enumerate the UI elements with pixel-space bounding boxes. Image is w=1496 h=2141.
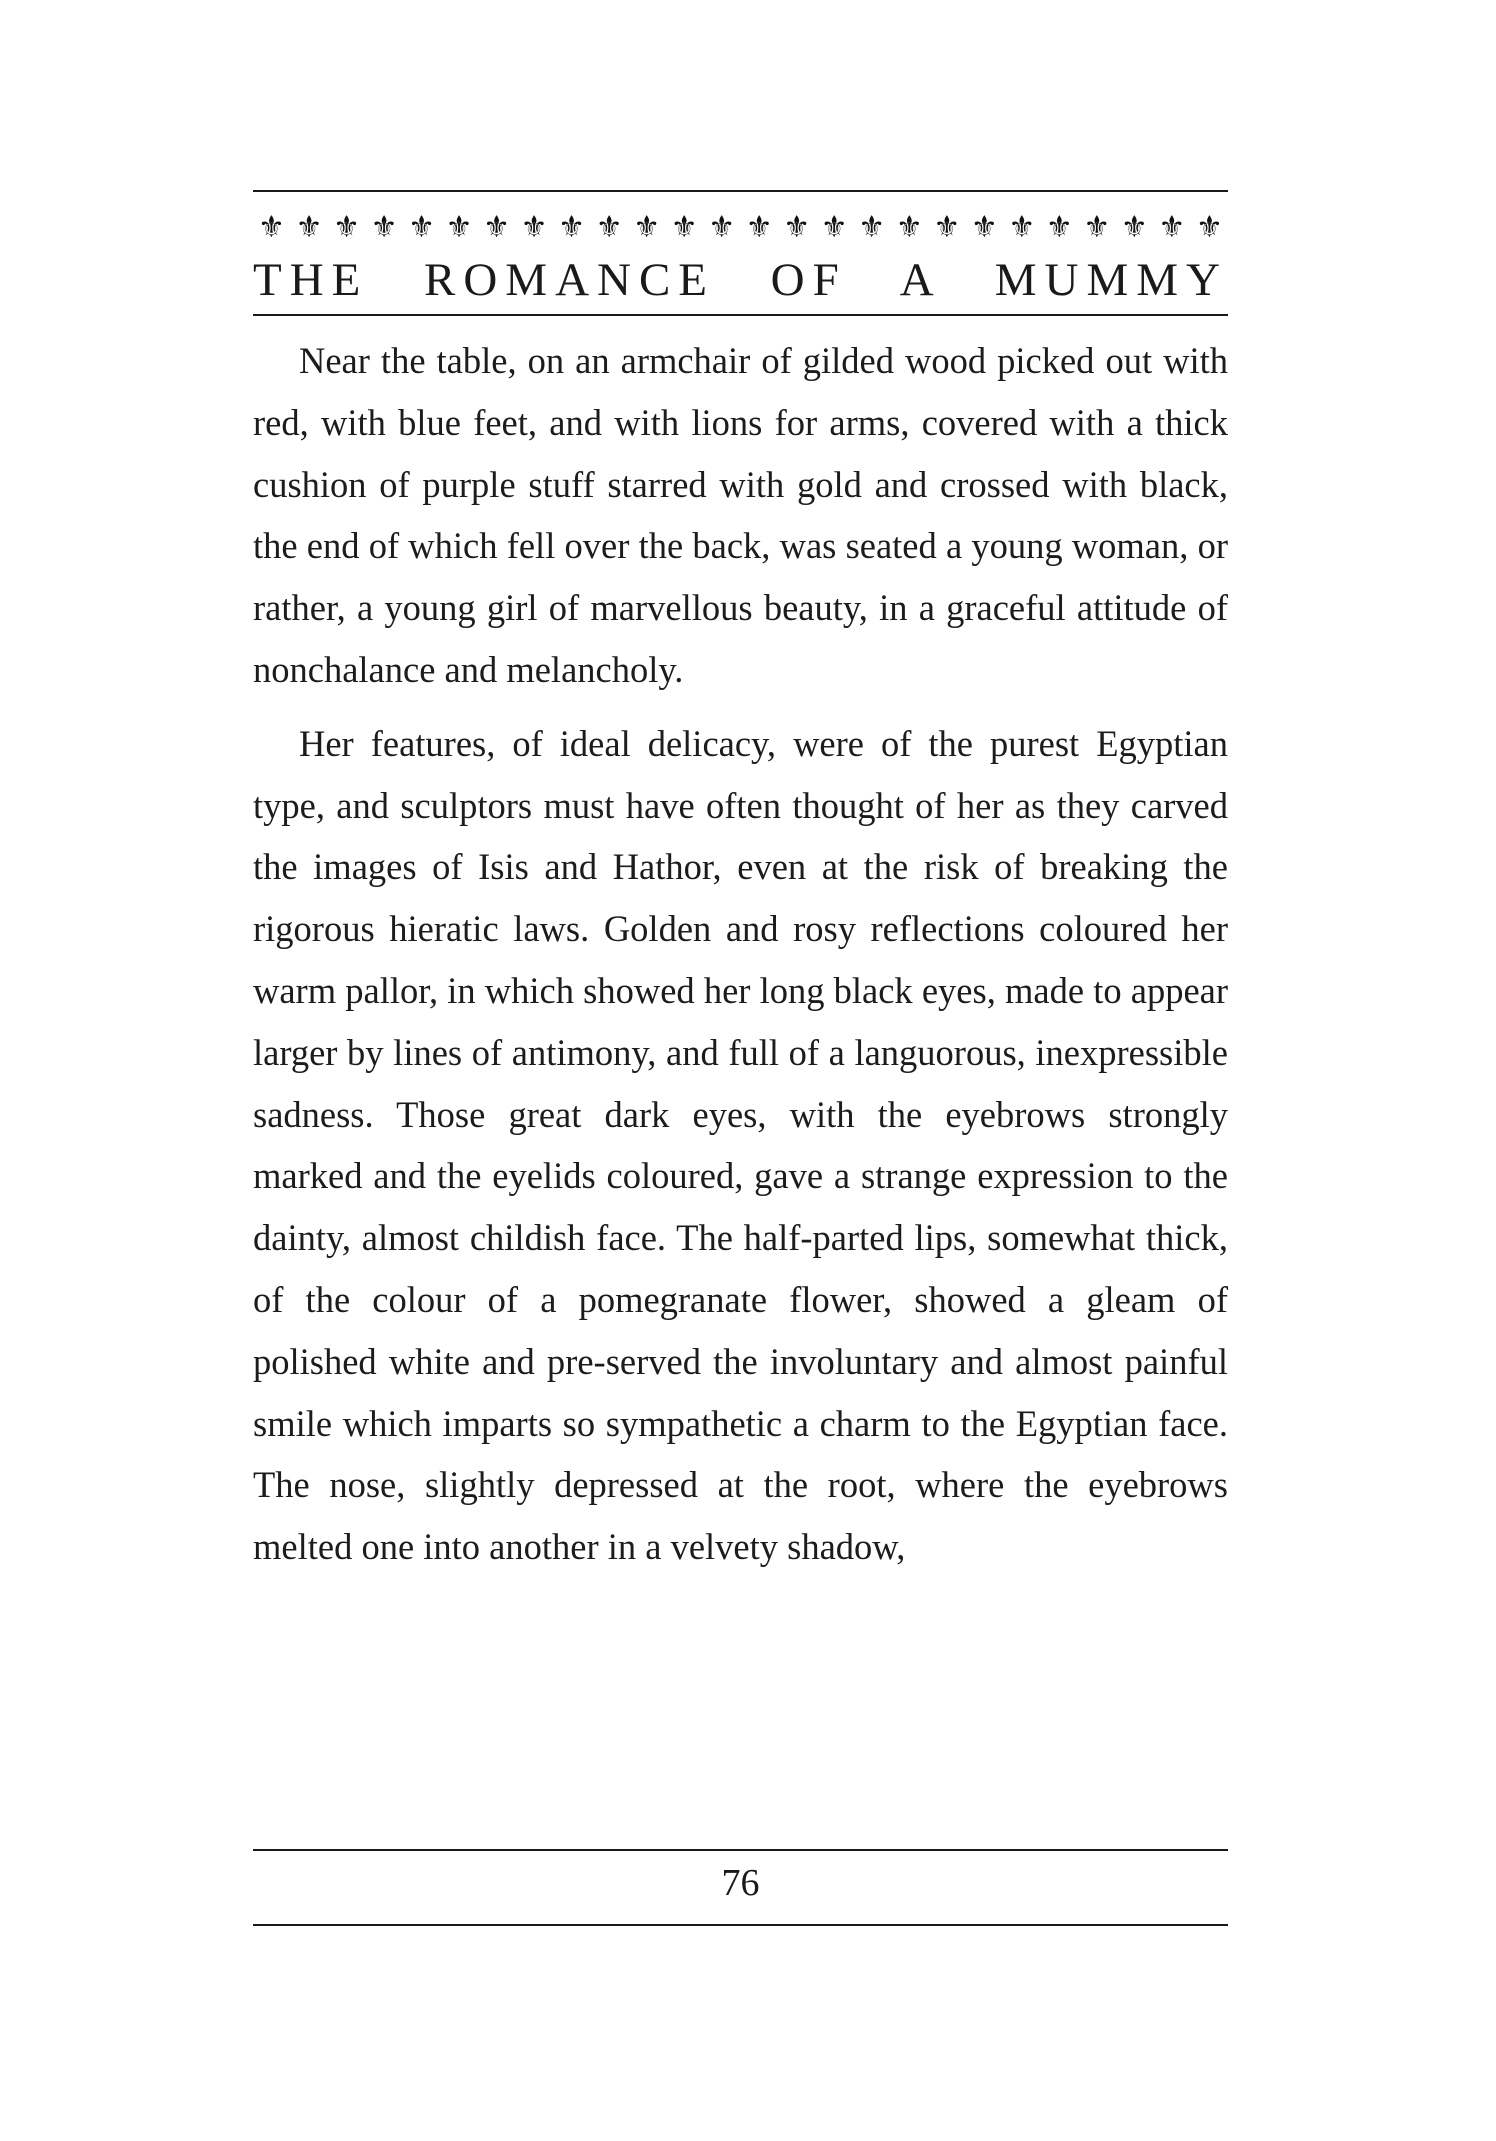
- fleur-de-lis-icon: ⚜: [483, 211, 511, 244]
- fleur-de-lis-icon: ⚜: [520, 211, 548, 244]
- fleur-de-lis-icon: ⚜: [783, 211, 811, 244]
- fleur-de-lis-icon: ⚜: [708, 211, 736, 244]
- header-bottom-rule: [253, 314, 1228, 316]
- paragraph: Near the table, on an armchair of gilded wood picked out with red, with blue feet, and with lions for arms, covered with a thick cushion of purple stuff starred with gold and crossed with black, the end of which fell over the back, was seated a young woman, or rather, a young girl of marvellous beauty, in a graceful attitude of nonchalance and melancholy.: [253, 340, 1228, 690]
- running-title: THE ROMANCE OF A MUMMY: [253, 254, 1228, 306]
- header-top-rule: [253, 190, 1228, 192]
- fleur-de-lis-icon: ⚜: [445, 211, 473, 244]
- fleur-de-lis-icon: ⚜: [558, 211, 586, 244]
- fleur-de-lis-icon: ⚜: [370, 211, 398, 244]
- fleur-de-lis-icon: ⚜: [1008, 211, 1036, 244]
- fleur-de-lis-icon: ⚜: [333, 211, 360, 244]
- footer-bottom-rule: [253, 1924, 1228, 1926]
- fleur-de-lis-icon: ⚜: [970, 211, 998, 244]
- fleur-de-lis-icon: ⚜: [670, 211, 698, 244]
- paragraph: Her features, of ideal delicacy, were of the purest Egyptian type, and sculptors must have often thought of her as they carved the images of Isis and Hathor, even at the risk of breaking the rigorous hieratic laws. Golden and rosy reflections coloured her warm pallor, in which showed her long black eyes, made to appear larger by lines of antimony, and full of a languorous, inexpressible sadness. Those great dark eyes, with the eyebrows strongly marked and the eyelids coloured, gave a strange expression to the dainty, almost childish face. The half-parted lips, somewhat thick, of the colour of a pomegranate flower, showed a gleam of polished white and pre-served the involuntary and almost painful smile which imparts so sympathetic a charm to the Egyptian face. The nose, slightly depressed at the root, where the eyebrows melted one into another in a velvety shadow,: [253, 722, 1228, 1568]
- fleur-de-lis-icon: ⚜: [1083, 211, 1111, 244]
- fleur-de-lis-icon: ⚜: [895, 211, 923, 244]
- fleur-de-lis-icon: ⚜: [408, 211, 436, 244]
- book-page: [253, 190, 1228, 1904]
- fleur-de-lis-icon: ⚜: [1158, 211, 1186, 244]
- fleur-de-lis-icon: ⚜: [1045, 211, 1073, 244]
- fleur-de-lis-icon: ⚜: [1120, 211, 1148, 244]
- fleur-de-lis-icon: ⚜: [858, 211, 886, 244]
- fleur-de-lis-ornament-band: [253, 210, 1228, 246]
- page-number: 76: [721, 1862, 760, 1904]
- fleur-de-lis-icon: ⚜: [633, 211, 661, 244]
- fleur-de-lis-icon: ⚜: [295, 211, 323, 244]
- footer-top-rule: [253, 1849, 1228, 1851]
- fleur-de-lis-icon: ⚜: [1195, 211, 1223, 244]
- body-text: [253, 330, 1228, 1578]
- fleur-de-lis-icon: ⚜: [258, 211, 285, 244]
- fleur-de-lis-icon: ⚜: [933, 211, 961, 244]
- fleur-de-lis-icon: ⚜: [595, 211, 623, 244]
- fleur-de-lis-icon: ⚜: [820, 211, 848, 244]
- fleur-de-lis-icon: ⚜: [745, 211, 773, 244]
